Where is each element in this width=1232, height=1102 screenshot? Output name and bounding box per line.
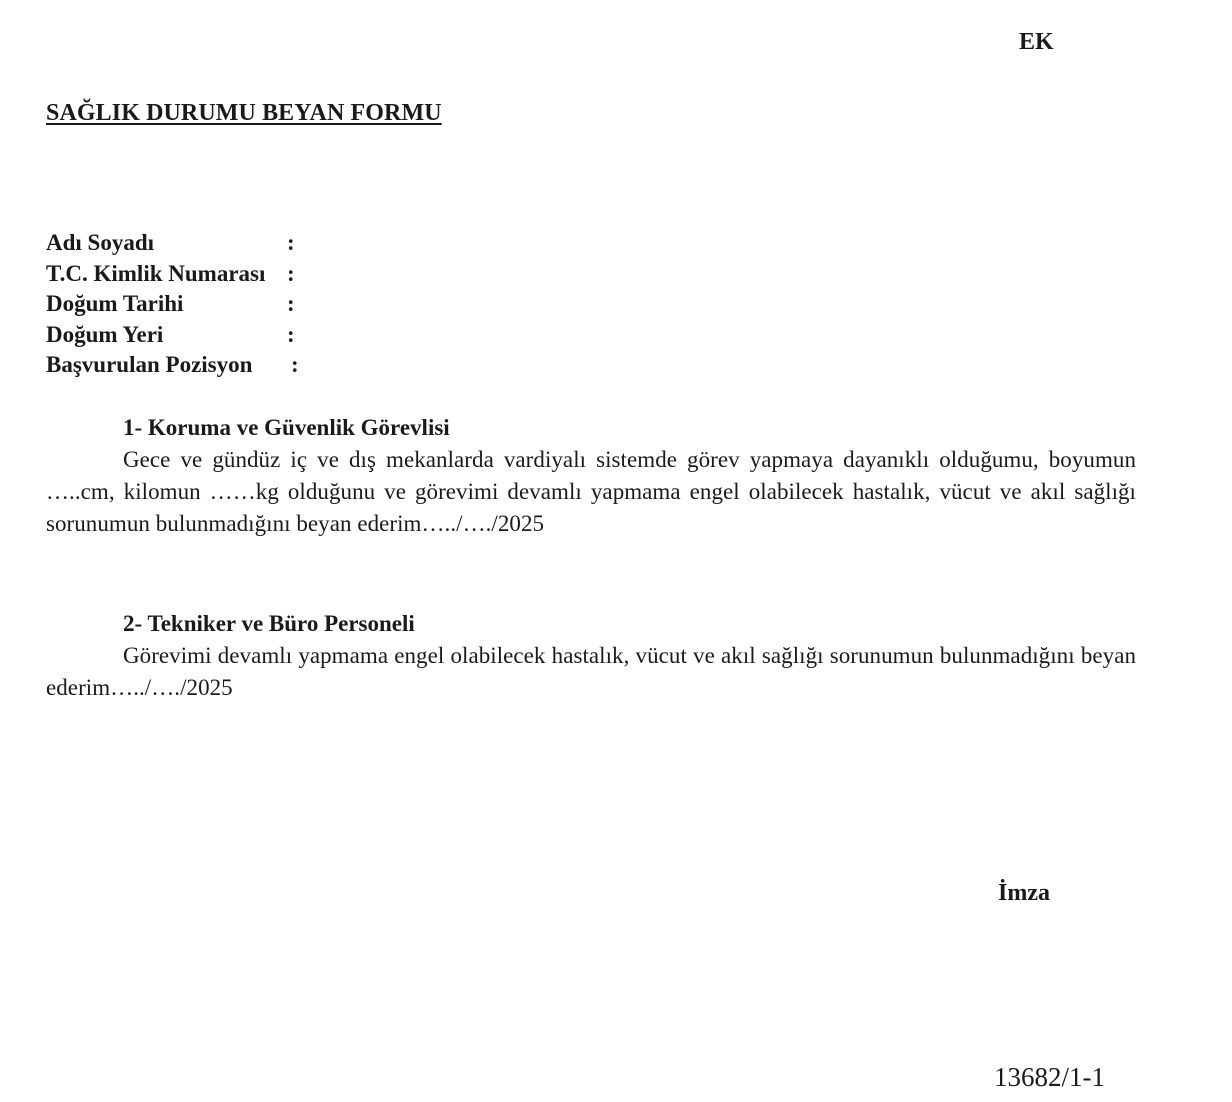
section-title: 2- Tekniker ve Büro Personeli: [123, 611, 415, 636]
field-separator: :: [287, 321, 295, 347]
field-separator: :: [291, 352, 299, 377]
field-birth-date: [46, 289, 295, 320]
field-separator: :: [287, 230, 295, 255]
field-separator: :: [287, 291, 295, 316]
field-label-full-name: Adı Soyadı: [46, 230, 155, 255]
section-declaration-text: Görevimi devamlı yapmama engel olabilecek hastalık, vücut ve akıl sağlığı sorunumun bulunmadığını beyan ederim…../…./2025: [46, 643, 1136, 700]
section-declaration-text: Gece ve gündüz iç ve dış mekanlarda vardiyalı sistemde görev yapmaya dayanıklı olduğumu, boyumun …..cm, kilomun ……kg olduğunu ve görevimi devamlı yapmama engel olabilecek hastalık, vücut ve akıl sağlığı sorunumun bulunmadığını beyan ederim…../…./2025: [46, 447, 1136, 536]
section-security-officer: [46, 412, 1136, 540]
field-label-applied-position: Başvurulan Pozisyon: [46, 352, 253, 377]
field-birth-place: [46, 320, 295, 351]
form-title: SAĞLIK DURUMU BEYAN FORMU: [46, 100, 442, 126]
section-title: 1- Koruma ve Güvenlik Görevlisi: [123, 415, 450, 440]
field-label-birth-date: Doğum Tarihi: [46, 291, 184, 316]
field-separator: :: [287, 260, 295, 286]
field-applied-position: [46, 350, 299, 381]
field-label-birth-place: Doğum Yeri: [46, 321, 164, 347]
signature-label: İmza: [998, 880, 1050, 906]
field-full-name: [46, 228, 295, 259]
annex-label: EK: [1019, 29, 1054, 55]
section-technician-office-staff: [46, 608, 1136, 704]
field-tc-id-number: [46, 259, 295, 290]
field-label-tc-id-number: T.C. Kimlik Numarası: [46, 260, 266, 286]
document-number: 13682/1-1: [994, 1062, 1105, 1092]
personal-info-fields: [46, 228, 299, 381]
